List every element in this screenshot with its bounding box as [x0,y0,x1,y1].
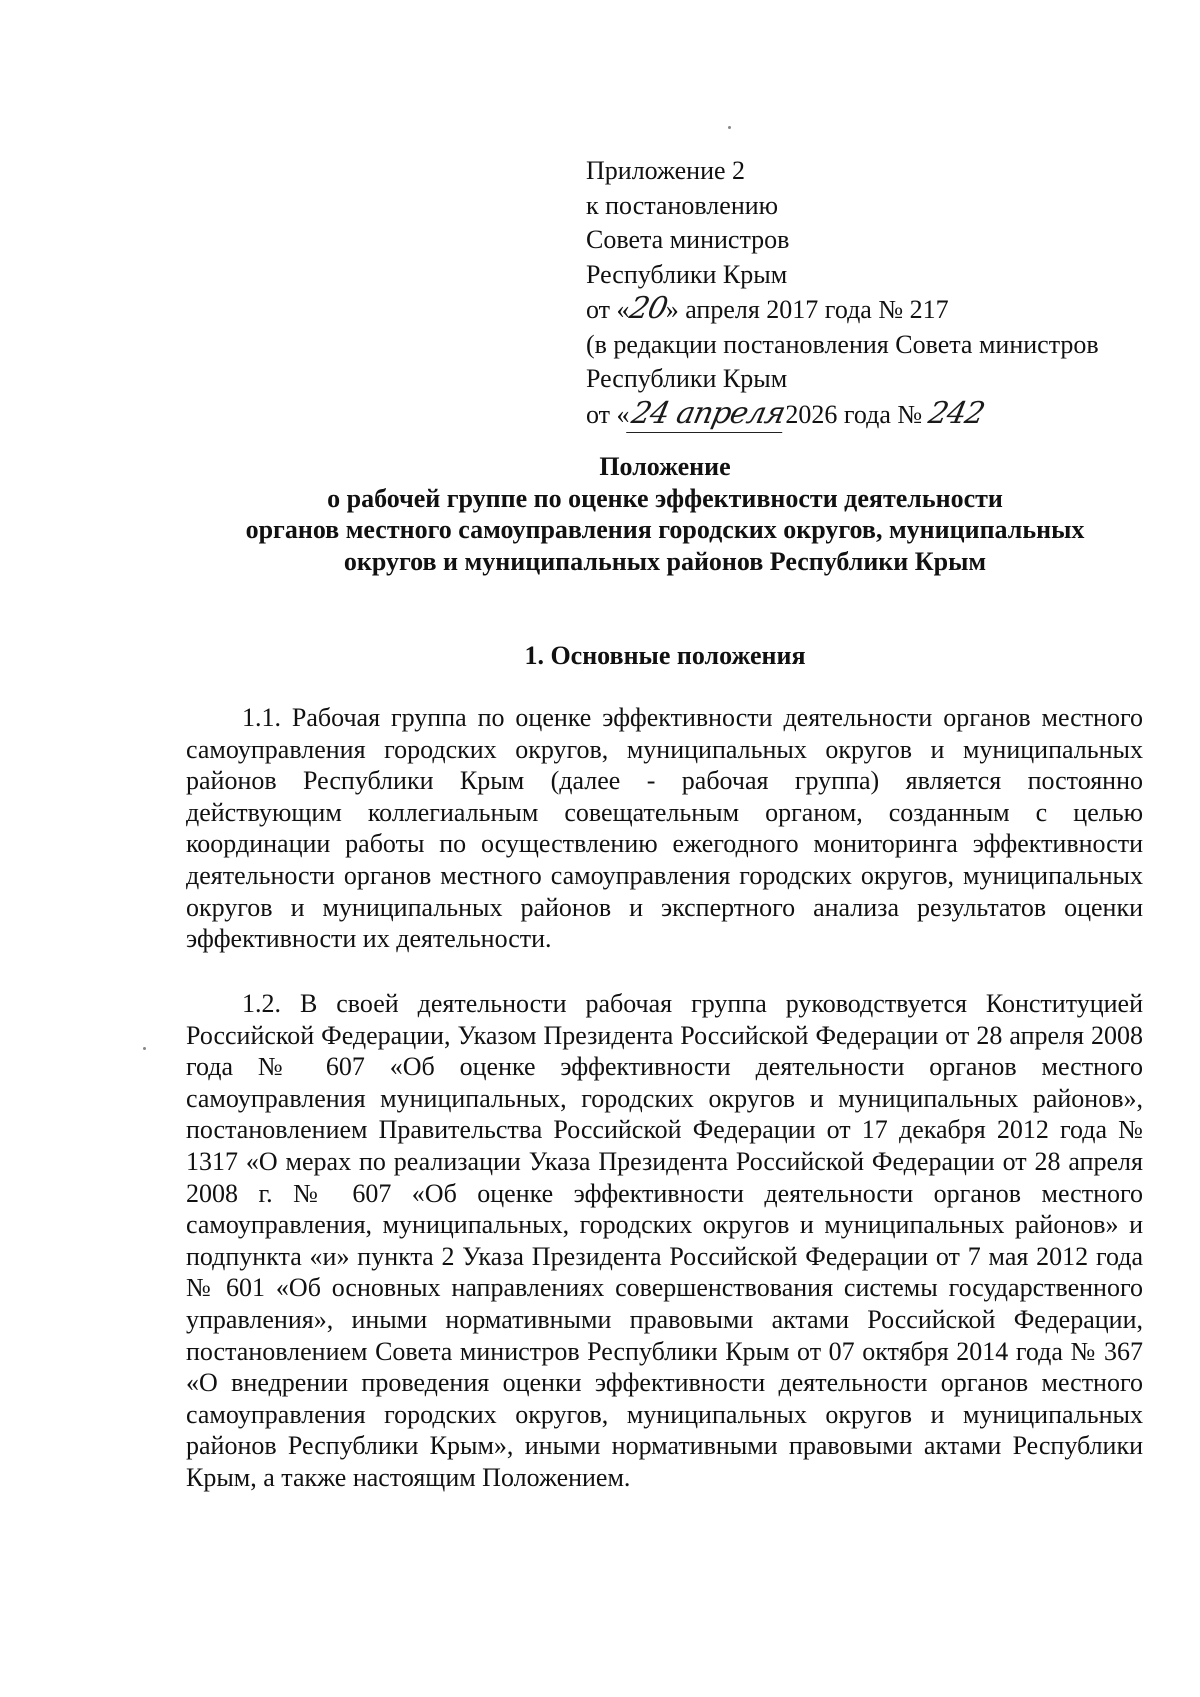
approval-stamp-block [586,154,1146,432]
paragraph-1-2: 1.2. В своей деятельности рабочая группа руководствуется Конституцией Российской Федерации, Указом Президента Российской Федерации от 28 апреля 2008 года № 607 «Об оценке эффективности деятельности органов местного самоуправления муниципальных, городских округов и муниципальных районов», постановлением Правительства Российской Федерации от 17 декабря 2012 года № 1317 «О мерах по реализации Указа Президента Российской Федерации от 28 апреля 2008 г. № 607 «Об оценке эффективности деятельности органов местного самоуправления, муниципальных, городских округов и муниципальных районов» и подпункта «и» пункта 2 Указа Президента Российской Федерации от 7 мая 2012 года № 601 «Об основных направлениях совершенствования системы государственного управления», иными нормативными правовыми актами Российской Федерации, постановлением Совета министров Республики Крым от 07 октября 2014 года № 367 «О внедрении проведения оценки эффективности деятельности органов местного самоуправления городских округов, муниципальных округов и муниципальных районов Республики Крым», иными нормативными правовыми актами Республики Крым, а также настоящим Положением. [186,989,1143,1492]
handwritten-revision-number: 242 [925,395,987,431]
revision-date-line [586,397,1146,433]
document-title [175,451,1155,577]
approval-date-prefix: от « [586,295,630,324]
title-line: Положение [599,452,731,481]
title-line: о рабочей группе по оценке эффективности деятельности [327,483,1003,513]
handwritten-day: 20 [625,291,670,326]
approval-line: Республики Крым [586,364,788,393]
approval-line: (в редакции постановления Совета министров [586,329,1099,359]
approval-line: Республики Крым [586,259,788,289]
paragraph-1-1: 1.1. Рабочая группа по оценке эффективности деятельности органов местного самоуправления городских округов, муниципальных округов и муниципальных районов Республики Крым (далее - рабочая группа) является постоянно действующим коллегиальным совещательным органом, созданным с целью координации работы по осуществлению ежегодного мониторинга эффективности деятельности органов местного самоуправления городских округов, муниципальных округов и муниципальных районов и экспертного анализа результатов оценки эффективности их деятельности. [186,703,1143,954]
approval-line: Приложение 2 [586,156,746,185]
title-line: органов местного самоуправления городских округов, муниципальных [245,515,1085,544]
section-heading: 1. Основные положения [524,641,806,670]
approval-date-suffix: » апреля 2017 года № 217 [665,295,949,324]
handwritten-revision-date: 24 апреля [626,397,789,433]
approval-line: Совета министров [586,225,790,254]
revision-date-prefix: от « [586,399,630,429]
title-line: округов и муниципальных районов Республики Крым [343,546,987,576]
approval-date-line [586,292,1146,328]
revision-date-mid: 2026 года № [785,399,923,429]
approval-line: к постановлению [586,190,779,220]
scan-speck [143,1047,146,1050]
scan-speck [728,126,731,129]
